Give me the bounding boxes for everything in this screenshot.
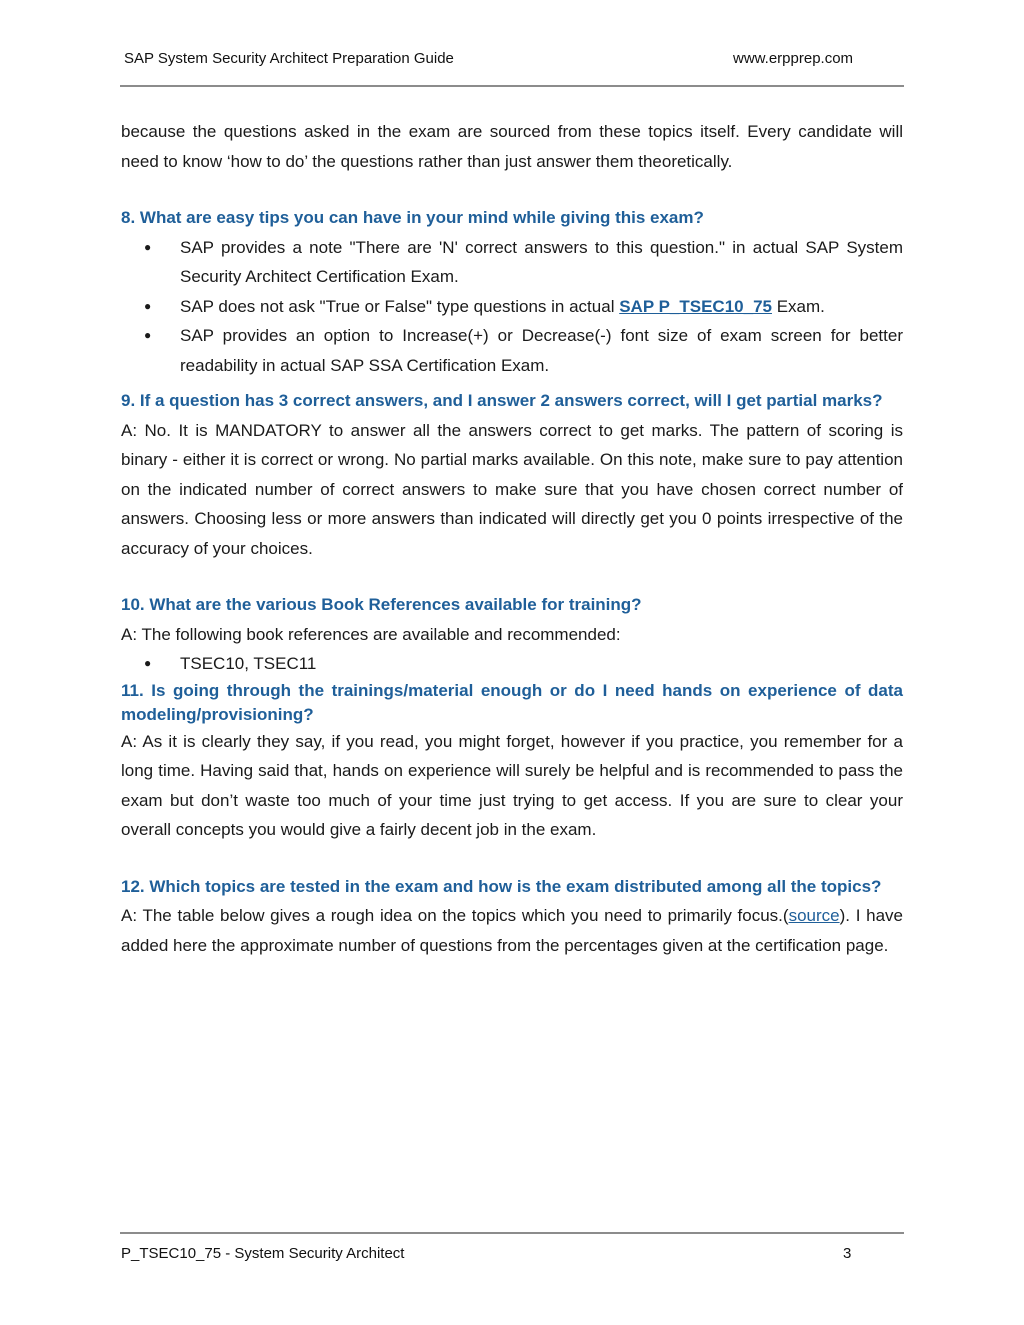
list-item-text: SAP provides an option to Increase(+) or Decrease(-) font size of exam screen for better readability in actual SAP SSA Certification Exam. bbox=[180, 326, 903, 375]
bullet-icon: ● bbox=[144, 298, 152, 313]
bullet-icon: ● bbox=[144, 656, 152, 670]
answer-12-text: A: The table below gives a rough idea on the topics which you need to primarily focus.( bbox=[121, 906, 789, 925]
book-references-list bbox=[121, 649, 903, 679]
bullet-icon: ● bbox=[144, 239, 152, 254]
list-item bbox=[121, 233, 903, 292]
question-8: 8. What are easy tips you can have in your mind while giving this exam? bbox=[121, 208, 704, 227]
question-8-tips-list bbox=[121, 233, 903, 381]
footer-divider bbox=[120, 1232, 904, 1234]
header-title: SAP System Security Architect Preparation Guide bbox=[124, 50, 454, 67]
list-item-text: TSEC10, TSEC11 bbox=[180, 654, 317, 673]
header-divider bbox=[120, 85, 904, 87]
bullet-icon: ● bbox=[144, 328, 152, 342]
page-number: 3 bbox=[843, 1245, 852, 1262]
answer-10: A: The following book references are available and recommended: bbox=[121, 624, 621, 644]
question-12: 12. Which topics are tested in the exam and how is the exam distributed among all the topics? bbox=[121, 876, 882, 896]
answer-9: A: No. It is MANDATORY to answer all the answers correct to get marks. The pattern of scoring is binary - either it is correct or wrong. No partial marks available. On this note, make sure to pay attention on the indicated number of correct answers to make sure that you have chosen correct number of answers. Choosing less or more answers than indicated will directly get you 0 points irrespective of the accuracy of your choices. bbox=[121, 420, 903, 558]
answer-12-text-tail: ). I have added here the approximate number of questions from the percentages given at the certification page. bbox=[121, 906, 903, 955]
footer-title: P_TSEC10_75 - System Security Architect bbox=[121, 1245, 405, 1262]
list-item bbox=[121, 649, 903, 679]
list-item bbox=[121, 321, 903, 380]
source-link[interactable]: source bbox=[788, 906, 840, 925]
list-item-text: SAP provides a note "There are 'N' correct answers to this question." in actual SAP System Security Architect Certification Exam. bbox=[180, 237, 903, 286]
question-10: 10. What are the various Book References available for training? bbox=[121, 595, 642, 614]
answer-12 bbox=[121, 901, 903, 960]
answer-11: A: As it is clearly they say, if you read, you might forget, however if you practice, you remember for a long time. Having said that, hands on experience will surely be helpful and is recommended to pass the exam but don’t waste too much of your time just trying to get access. If you are sure to clear your overall concepts you would give a fairly decent job in the exam. bbox=[121, 731, 903, 839]
page-content bbox=[121, 117, 903, 960]
exam-link[interactable]: SAP P_TSEC10_75 bbox=[619, 296, 772, 316]
list-item-text-tail: Exam. bbox=[771, 296, 825, 316]
question-9: 9. If a question has 3 correct answers, and I answer 2 answers correct, will I get partial marks? bbox=[121, 391, 883, 410]
intro-paragraph: because the questions asked in the exam are sourced from these topics itself. Every candidate will need to know ‘how to do’ the questions rather than just answer them theoretically. bbox=[121, 122, 903, 171]
question-11: 11. Is going through the trainings/material enough or do I need hands on experience of data modeling/provisioning? bbox=[121, 680, 903, 724]
list-item bbox=[121, 292, 903, 322]
header-website: www.erpprep.com bbox=[733, 50, 854, 67]
list-item-text: SAP does not ask "True or False" type questions in actual bbox=[180, 296, 620, 316]
